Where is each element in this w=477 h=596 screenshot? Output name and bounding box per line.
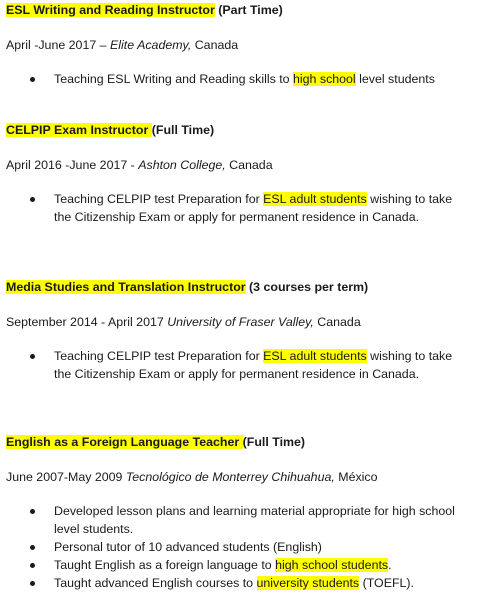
bullet-dot-icon — [30, 354, 35, 359]
bullet-item — [6, 347, 471, 383]
bullet-text-post: level students — [355, 72, 435, 86]
job-title-line — [6, 434, 471, 450]
job-organization: University of Fraser Valley, — [167, 315, 314, 329]
bullet-item — [6, 70, 471, 88]
job-type: (Full Time) — [242, 435, 306, 449]
bullet-dot-icon — [30, 197, 35, 202]
bullet-text-post: (TOEFL). — [359, 576, 414, 590]
bullet-text-post: wishing to take the Citizenship Exam or apply for permanent residence in Canada. — [54, 349, 453, 381]
job-details — [6, 37, 471, 53]
job-location: Canada — [191, 38, 239, 52]
bullet-item — [6, 574, 471, 592]
bullet-dot-icon — [30, 545, 35, 550]
job-organization: Elite Academy, — [110, 38, 192, 52]
job-type: (Full Time) — [151, 123, 215, 137]
job-dates: April -June 2017 – — [6, 38, 111, 52]
job-title-line — [6, 2, 471, 18]
job-section — [6, 434, 471, 592]
job-title: ESL Writing and Reading Instructor — [6, 3, 215, 17]
job-organization: Ashton College, — [138, 158, 226, 172]
bullet-dot-icon — [30, 509, 35, 514]
job-details — [6, 314, 471, 330]
job-details — [6, 157, 471, 173]
bullet-item — [6, 538, 471, 556]
job-dates: April 2016 -June 2017 - — [6, 158, 139, 172]
bullet-dot-icon — [30, 77, 35, 82]
bullet-text-pre: Taught advanced English courses to — [54, 576, 257, 590]
bullet-item — [6, 556, 471, 574]
bullet-highlight: ESL adult students — [263, 349, 367, 363]
job-bullets — [6, 502, 471, 592]
bullet-highlight: university students — [256, 576, 360, 590]
job-dates: June 2007-May 2009 — [6, 470, 126, 484]
bullet-highlight: high school students — [275, 558, 389, 572]
job-bullets — [6, 70, 471, 88]
job-title: CELPIP Exam Instructor — [6, 123, 152, 137]
job-title-line — [6, 122, 471, 138]
bullet-dot-icon — [30, 563, 35, 568]
bullet-text-pre: Teaching ESL Writing and Reading skills to — [54, 72, 293, 86]
bullet-text-post: . — [388, 558, 392, 572]
job-organization: Tecnológico de Monterrey Chihuahua, — [125, 470, 335, 484]
bullet-item — [6, 190, 471, 226]
job-dates: September 2014 - April 2017 — [6, 315, 168, 329]
bullet-highlight: ESL adult students — [263, 192, 367, 206]
job-section — [6, 2, 471, 88]
bullet-dot-icon — [30, 581, 35, 586]
job-title-line — [6, 279, 471, 295]
bullet-text-post: wishing to take the Citizenship Exam or apply for permanent residence in Canada. — [54, 192, 453, 224]
job-section — [6, 122, 471, 226]
bullet-highlight: high school — [293, 72, 356, 86]
job-bullets — [6, 347, 471, 383]
bullet-text-pre: Personal tutor of 10 advanced students (English) — [54, 540, 322, 554]
job-details — [6, 469, 471, 485]
job-type: (3 courses per term) — [249, 280, 369, 294]
job-location: México — [334, 470, 378, 484]
job-title: English as a Foreign Language Teacher — [6, 435, 243, 449]
job-section — [6, 279, 471, 383]
bullet-text-pre: Teaching CELPIP test Preparation for — [54, 349, 264, 363]
bullet-item — [6, 502, 471, 538]
job-location: Canada — [225, 158, 273, 172]
job-title: Media Studies and Translation Instructor — [6, 280, 246, 294]
bullet-text-pre: Teaching CELPIP test Preparation for — [54, 192, 264, 206]
job-type: (Part Time) — [218, 3, 283, 17]
bullet-text-pre: Developed lesson plans and learning material appropriate for high school level students. — [54, 504, 455, 536]
job-bullets — [6, 190, 471, 226]
job-location: Canada — [313, 315, 361, 329]
bullet-text-pre: Taught English as a foreign language to — [54, 558, 276, 572]
